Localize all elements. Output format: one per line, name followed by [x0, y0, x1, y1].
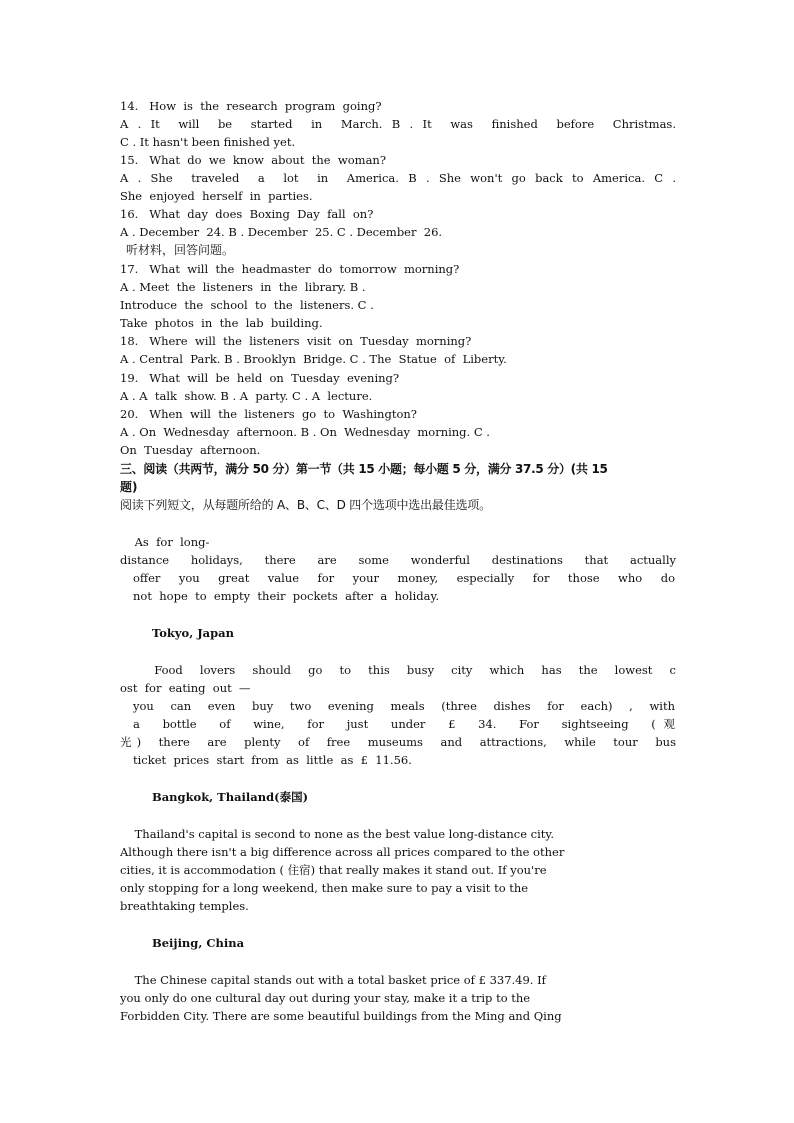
beijing-line-3: Forbidden City. There are some beautiful buildings from the Ming and Qing	[120, 1009, 562, 1023]
section-3-title: 三、阅读（共两节，满分 50 分）第一节（共 15 小题；每小题 5 分，满分 37.5 分）(共 15	[120, 462, 608, 476]
passage-intro-line-3: offer you great value for your money, especially for those who do	[133, 571, 675, 585]
beijing-line-1: The Chinese capital stands out with a total basket price of £ 337.49. If	[120, 973, 546, 987]
question-14-options: A . It will be started in March. B . It was finished before Christmas.	[120, 117, 676, 131]
question-15-stem: 15. What do we know about the woman?	[120, 153, 387, 167]
bangkok-line-2: Although there isn't a big difference across all prices compared to the other	[120, 845, 565, 859]
beijing-heading: Beijing, China	[152, 936, 245, 950]
bangkok-line-4: only stopping for a long weekend, then make sure to pay a visit to the	[120, 881, 529, 895]
tokyo-line-3: you can even buy two evening meals (three dishes for each) , with	[133, 699, 675, 713]
question-20-options: A . On Wednesday afternoon. B . On Wednesday morning. C .	[120, 425, 490, 439]
question-14-stem: 14. How is the research program going?	[120, 99, 382, 113]
question-20-stem: 20. When will the listeners go to Washington?	[120, 407, 417, 421]
tokyo-line-2: ost for eating out —	[120, 681, 251, 695]
question-18-stem: 18. Where will the listeners visit on Tuesday morning?	[120, 334, 472, 348]
bangkok-line-1: Thailand's capital is second to none as the best value long-distance city.	[120, 827, 555, 841]
question-19-options: A . A talk show. B . A party. C . A lecture.	[120, 389, 373, 403]
question-14-options-cont: C . It hasn't been finished yet.	[120, 135, 296, 149]
listen-instruction: 听材料，回答问题。	[126, 243, 235, 257]
beijing-line-2: you only do one cultural day out during your stay, make it a trip to the	[120, 991, 531, 1005]
bangkok-line-3: cities, it is accommodation ( 住宿) that really makes it stand out. If you're	[120, 863, 547, 877]
question-17-option-b: Introduce the school to the listeners. C .	[120, 298, 374, 312]
question-17-stem: 17. What will the headmaster do tomorrow morning?	[120, 262, 460, 276]
passage-intro-line-4: not hope to empty their pockets after a holiday.	[133, 589, 440, 603]
tokyo-line-5: 光) there are plenty of free museums and attractions, while tour bus	[120, 735, 676, 749]
question-18-options: A . Central Park. B . Brooklyn Bridge. C . The Statue of Liberty.	[120, 352, 507, 366]
question-15-options-cont: She enjoyed herself in parties.	[120, 189, 313, 203]
bangkok-line-5: breathtaking temples.	[120, 899, 249, 913]
tokyo-line-1: Food lovers should go to this busy city which has the lowest c	[120, 663, 676, 677]
section-3-instruction: 阅读下列短文，从每题所给的 A、B、C、D 四个选项中选出最佳选项。	[120, 498, 491, 512]
tokyo-line-4: a bottle of wine, for just under £ 34. For sightseeing (观	[133, 717, 675, 731]
question-19-stem: 19. What will be held on Tuesday evening?	[120, 371, 400, 385]
passage-intro-line-2: distance holidays, there are some wonderful destinations that actually	[120, 553, 676, 567]
bangkok-heading: Bangkok, Thailand(泰国)	[152, 790, 309, 804]
question-17-option-a: A . Meet the listeners in the library. B .	[120, 280, 366, 294]
section-3-title-cont: 题)	[120, 480, 138, 494]
question-16-stem: 16. What day does Boxing Day fall on?	[120, 207, 374, 221]
tokyo-heading: Tokyo, Japan	[152, 626, 234, 640]
passage-intro-line-1: As for long-	[120, 535, 210, 549]
question-15-options: A . She traveled a lot in America. B . She won't go back to America. C .	[120, 171, 676, 185]
question-16-options: A . December 24. B . December 25. C . December 26.	[120, 225, 443, 239]
tokyo-line-6: ticket prices start from as little as £ 11.56.	[133, 753, 412, 767]
question-17-option-c: Take photos in the lab building.	[120, 316, 323, 330]
question-20-options-cont: On Tuesday afternoon.	[120, 443, 261, 457]
